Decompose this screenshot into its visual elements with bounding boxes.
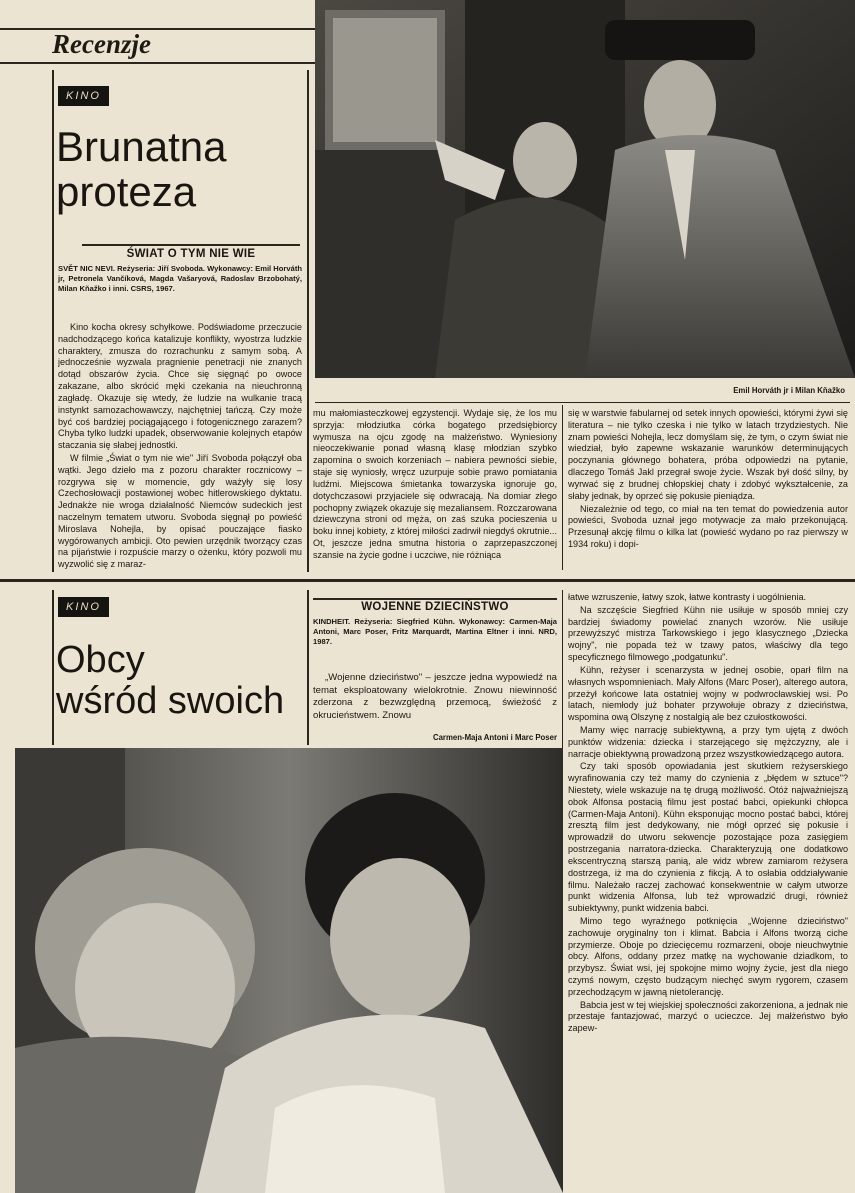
article-divider (0, 579, 855, 582)
review2-headline (56, 640, 284, 722)
review2-film-title: WOJENNE DZIECIŃSTWO (361, 601, 509, 613)
frame2-column-rule-2 (562, 590, 563, 755)
review1-film-title: ŚWIAT O TYM NIE WIE (126, 248, 256, 260)
review1-headline-line2: proteza (56, 168, 197, 216)
review2-paragraph: Kühn, reżyser i scenarzysta w jednej osobie, oparł film na własnych wspomnieniach. Mały Alfons (Marc Poser), alterego autora, przeżył końcowe lata ostatniej wojny w podwrocławskiej wsi. Po latach, niemłody już bohater przywołuje obrazy z dzieciństwa, wspomina ową Olszynę z nostalgią ale bez czułostkowości. (568, 664, 848, 723)
frame-column-rule-2 (562, 405, 563, 570)
section-title: Recenzje (52, 29, 151, 59)
review2-paragraph: Czy taki sposób opowiadania jest skutkiem reżyserskiego wyrafinowania czy też mamy do czynienia z „błędem w sztuce"? Niestety, wiele wskazuje na tę drugą możliwość. Otóż najważniejszą obok Alfonsa postacią filmu jest postać babci, opiekunki chłopca (Carmen-Maja Antoni). Kühn eksponując mocno postać babci, której zresztą film jest dedykowany, nie mógł oprzeć się pokusie i wprowadził do utworu sekwencje pozostające poza zasięgiem postrzegania narratora-dziecka. Charakteryzują one dodatkowo ekscentryczną starszą panią, ale widz wbrew zamiarom reżysera dostrzega, iż ma do czynienia z fikcją. A to osłabia oddziaływanie filmu. Należało raczej zachować konsekwentnie w całym utworze punkt widzenia Alfonsa, lub też wprowadzić drugi, również subiektywny, punkt widzenia babci. (568, 761, 848, 914)
header-rule-bottom (0, 62, 315, 64)
film-still-photo-1-image (315, 0, 855, 378)
review2-paragraph: Mimo tego wyraźnego potknięcia „Wojenne dzieciństwo" zachowuje oryginalny ton i klimat. Babcia i Alfons tworzą ciche przymierze. Oboje po dziecięcemu rozmarzeni, oboje nieuchwytnie obcy. Alfons, oddany przez matkę na wychowanie dziadkom, to przybysz. Świat wsi, jej spokojne mimo wojny życie, jest dla niego czymś nowym, często budzącym niechęć swym rygorem, czasem przechodzącym w jawną nietolerancję. (568, 915, 848, 997)
review1-col1-paragraph: W filmie „Świat o tym nie wie" Jiří Svoboda połączył oba wątki. Jego dzieło ma z pozoru charakter rocznicowy – rozgrywa się w momencie, gdy ważyły się losy Czechosłowacji postawionej wobec hitlerowskiego dyktatu. Jednakże nie wroga działalność Niemców sudeckich jest naczelnym tematem utworu. Svoboda sięgnął po powieść Miroslava Nohejla, by opisać pouczające fiasko wygórowanych ambicji. Oto pewien urzędnik tworzący czas na pijaństwie i rozpuście marzy o ożenku, który pozwoli mu wyzwolić się z maraz- (58, 452, 302, 570)
frame-column-rule (307, 70, 309, 572)
review1-credits: SVĚT NIC NEVI. Reżyseria: Jiří Svoboda. Wykonawcy: Emil Horváth jr, Petronela Vančíková, Magda Vašaryová, Radoslav Brzobohatý, Milan Kňažko i inni. CSRS, 1967. (58, 264, 302, 294)
review2-headline-line2: wśród swoich (56, 680, 285, 723)
review2-lead (313, 672, 557, 722)
review2-paragraph: łatwe wzruszenie, łatwy szok, łatwe kontrasty i uogólnienia. (568, 592, 807, 602)
review1-column-3 (568, 408, 848, 574)
photo-caption-2: Carmen-Maja Antoni i Marc Poser (432, 733, 557, 742)
review2-paragraph: Na szczęście Siegfried Kühn nie usiłuje w sposób mniej czy bardziej świadomy powielać znanych wzorów. Nie usiłuje przewyższyć mistrza Tarkowskiego i jego klasycznego „Dziecka wojny", nie popada też w tzawy patos, właściwy dla tego specyficznego filmowego „podgatunku". (568, 604, 848, 663)
review2-paragraph: Mamy więc narrację subiektywną, a przy tym ujętą z dwóch punktów widzenia: dziecka i starzejącego się mężczyzny, ale i narracje obiektywną prowadzoną przez wszystkowiedzącego autora. (568, 724, 848, 759)
review1-headline-line1: Brunatna (56, 123, 227, 170)
review1-column-1 (58, 322, 302, 574)
film-still-photo-2 (15, 748, 563, 1193)
review2-lead-paragraph: „Wojenne dzieciństwo" – jeszcze jedna wypowiedź na temat eksploatowany wielokrotnie. Znowu niewinność zderzona z bezwzględną przemocą, świeżość z okrucieństwem. Znowu (313, 672, 557, 721)
credits2-rule (313, 598, 557, 600)
review2-column-right (568, 592, 848, 1190)
review2-paragraph: Babcia jest w tej wiejskiej społeczności zakorzeniona, a jednak nie przestaje fantazjować, marzyć o ucieczce. Jej małżeństwo było zapew- (568, 999, 848, 1034)
film-still-photo-2-image (15, 748, 563, 1193)
frame2-column-rule (307, 590, 309, 745)
caption-rule (315, 402, 850, 403)
header-rule-top (0, 28, 315, 30)
review1-col3-paragraph: się w warstwie fabularnej od setek innych opowieści, którymi żywi się literatura – nie tylko czeska i nie tylko w latach trzydziestych. Nie znam powieści Nohejla, lecz domyślam się, że tym, o czym świat nie wiedział, było zapewne wskazanie warunków determinujących poczynania głównego bohatera, próba odpowiedzi na pytanie, dlaczego Tomáš Jakl przegrał swoje życie. Wszak był dość silny, by wyrwać się z brudnej chłopskiej chaty i zdobyć wykształcenie, za słaby jednak, by oprzeć się pokusie pieniądza. (568, 408, 848, 501)
frame2-left-rule (52, 590, 54, 745)
review2-credits: KINDHEIT. Reżyseria: Siegfried Kühn. Wykonawcy: Carmen-Maja Antoni, Marc Poser, Fritz Marquardt, Martina Eltner i inni. NRD, 1987. (313, 617, 557, 647)
review1-headline (56, 124, 226, 215)
frame-left-rule (52, 70, 54, 572)
category-tag-kino: KINO (58, 86, 109, 106)
category-tag-kino-2: KINO (58, 597, 109, 617)
review1-col2-paragraph: mu małomiasteczkowej egzystencji. Wydaje się, że los mu sprzyja: młodziutka córka bogatego przedsiębiorcy wymusza na ojcu zgodę na małżeństwo. Wyniesiony nieoczekiwanie ponad własną klasę młodzian szybko zapomina o swoich korzeniach – nabiera pewności siebie, staje się wyniosły, wręcz uzurpuje sobie prawo pomiatania ludźmi. Miejscowa śmietanka towarzyska ignoruje go, dotychczasowi przyjaciele się odwracają. Na domiar złego pochopny związek okazuje się mezaliansem. Rozczarowana dziewczyna stroni od męża, on zaś szuka pocieszenia u boku innej kobiety, z której miłości zadrwił niegdyś okrutnie... Ot, jeszcze jedna smutna historia o zaprzepaszczonej szansie na życie godne i uczciwe, nie różniąca (313, 408, 557, 560)
film-still-photo-1 (315, 0, 855, 378)
review1-col3-paragraph: Niezależnie od tego, co miał na ten temat do powiedzenia autor powieści, Svoboda uznał jego motywacje za mało przekonującą. Przesunął akcję filmu o kilka lat (powieść wydano po raz pierwszy w 1934 roku) i dopi- (568, 503, 848, 549)
credits-rule (82, 244, 300, 246)
photo-caption-1: Emil Horváth jr i Milan Kňažko (733, 386, 845, 395)
review1-column-2 (313, 408, 557, 574)
review2-headline-line1: Obcy (56, 639, 145, 681)
review1-col1-paragraph: Kino kocha okresy schyłkowe. Podświadome przeczucie nadchodzącego końca katalizuje konflikty, wyostrza ludzkie charaktery, zmusza do rozrachunku z samym sobą. A jednocześnie wyzwala pragnienie penetracji nie znanych dotąd obszarów życia. Chce się sięgnąć po owoce zakazane, albo skrócić męki czekania na nieuchronną zagładę. Okazuje się wtedy, że ludzie na wulkanie tracą instynkt samozachowawczy, najchętniej tańczą. Czy może być coś bardziej pociągającego i fotogenicznego zarazem? Chyba tylko ludzki upadek, obserwowanie kolejnych etapów staczania się słabej jednostki. (58, 322, 302, 451)
